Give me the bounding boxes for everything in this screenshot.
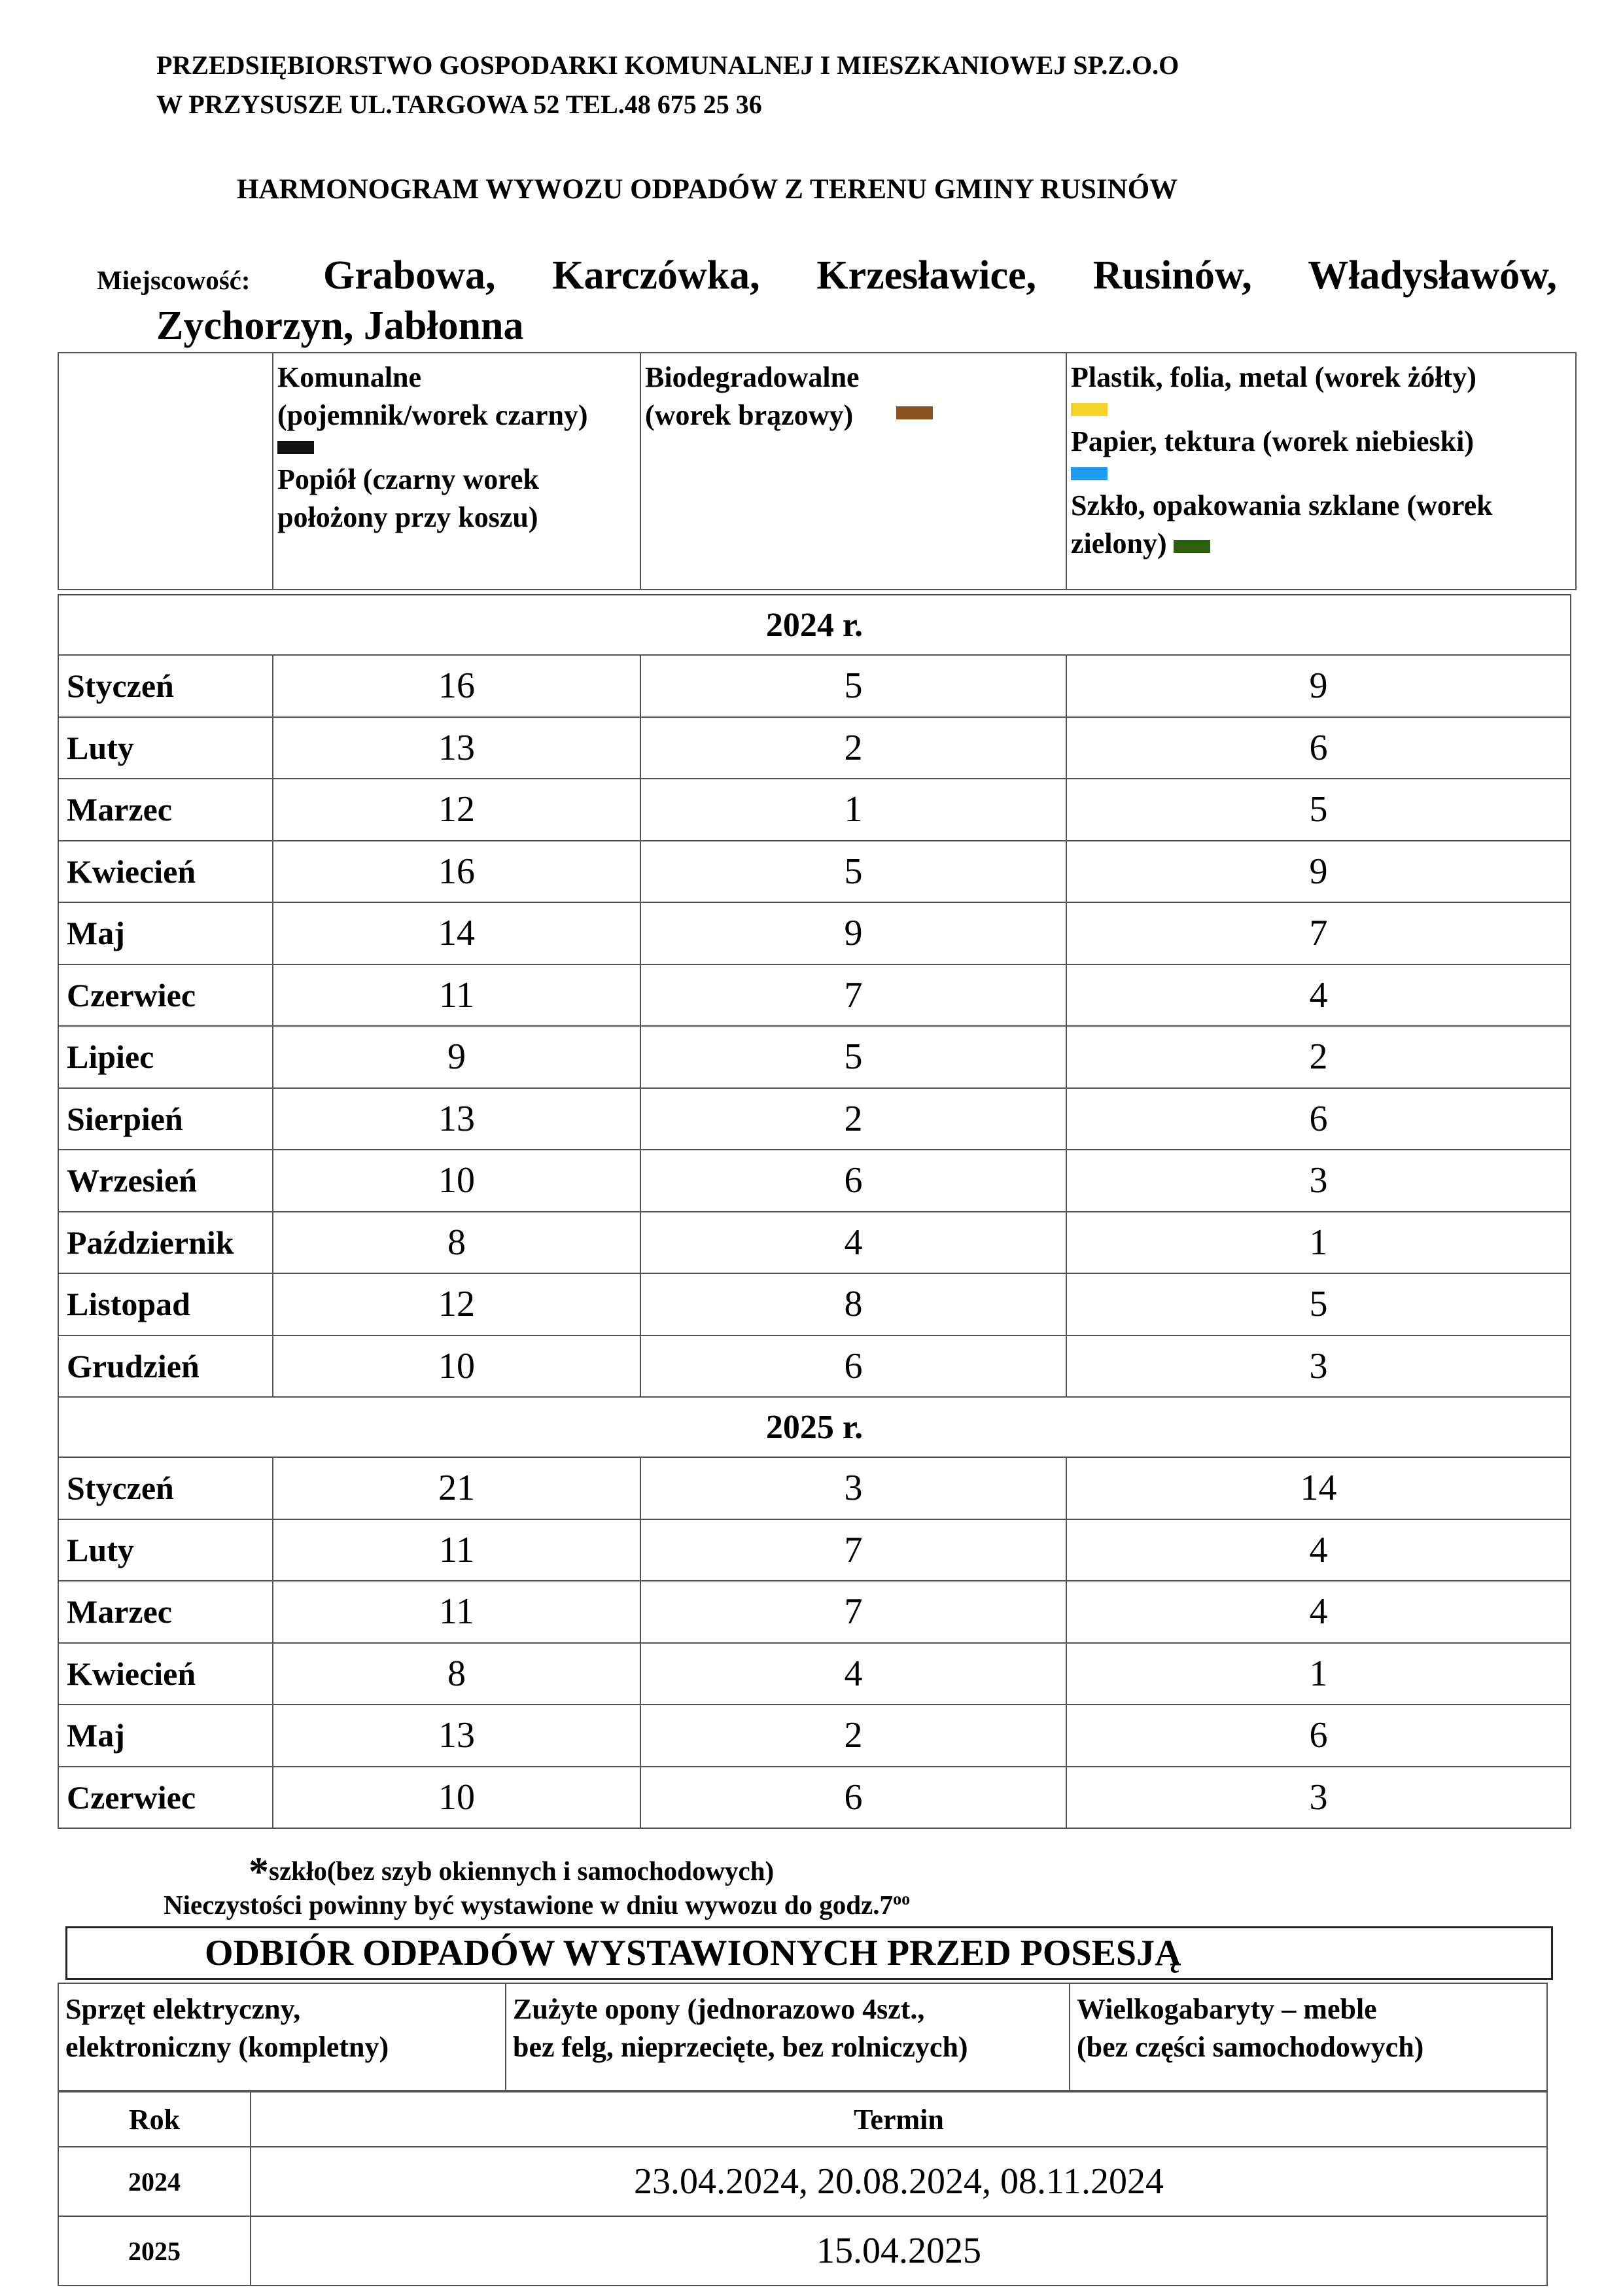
term-year: 2024 xyxy=(58,2147,251,2216)
papier-label: Papier, tektura (worek niebieski) xyxy=(1071,425,1474,457)
bio-day: 4 xyxy=(640,1212,1066,1274)
col-term-header: Termin xyxy=(251,2092,1547,2147)
col-year-header: Rok xyxy=(58,2092,251,2147)
month-cell: Marzec xyxy=(58,779,273,841)
black-bag-swatch xyxy=(277,441,314,454)
glass-note-text: szkło(bez szyb okiennych i samochodowych) xyxy=(269,1856,775,1886)
term-year: 2025 xyxy=(58,2216,251,2286)
month-cell: Lipiec xyxy=(58,1026,273,1088)
komunalne-day: 21 xyxy=(273,1457,640,1519)
popiol-label-2: położony przy koszu) xyxy=(277,501,538,533)
bio-day: 5 xyxy=(640,1026,1066,1088)
segregowane-day: 9 xyxy=(1066,655,1571,717)
company-name: PRZEDSIĘBIORSTWO GOSPODARKI KOMUNALNEJ I MIESZKANIOWEJ SP.Z.O.O xyxy=(156,50,1179,80)
category-tires-line1: Zużyte opony (jednorazowo 4szt., xyxy=(513,1993,925,2025)
legend-bio xyxy=(640,353,1066,590)
komunalne-day: 11 xyxy=(273,1581,640,1643)
table-row xyxy=(58,2147,1547,2216)
komunalne-day: 14 xyxy=(273,902,640,964)
month-cell: Wrzesień xyxy=(58,1150,273,1212)
table-row xyxy=(58,1643,1571,1705)
document-title: HARMONOGRAM WYWOZU ODPADÓW Z TERENU GMINY RUSINÓW xyxy=(237,174,1178,205)
bio-day: 6 xyxy=(640,1335,1066,1398)
table-row xyxy=(58,1581,1571,1643)
bio-day: 2 xyxy=(640,1088,1066,1150)
table-row xyxy=(58,964,1571,1027)
category-bulky-line2: (bez części samochodowych) xyxy=(1077,2031,1424,2063)
segregowane-day: 3 xyxy=(1066,1150,1571,1212)
month-cell: Listopad xyxy=(58,1273,273,1335)
table-row xyxy=(58,655,1571,717)
komunalne-label: Komunalne xyxy=(277,361,422,393)
pickup-dates-table xyxy=(58,2091,1548,2286)
brown-bag-swatch xyxy=(896,406,933,419)
bio-day: 6 xyxy=(640,1767,1066,1829)
segregowane-day: 6 xyxy=(1066,717,1571,779)
table-row xyxy=(58,902,1571,964)
bio-day: 2 xyxy=(640,1704,1066,1767)
bio-day: 7 xyxy=(640,964,1066,1027)
term-dates: 15.04.2025 xyxy=(251,2216,1547,2286)
category-electronics-line2: elektroniczny (kompletny) xyxy=(65,2031,389,2063)
month-cell: Maj xyxy=(58,902,273,964)
yellow-bag-swatch xyxy=(1071,403,1108,416)
bio-day: 7 xyxy=(640,1519,1066,1581)
waste-type-legend xyxy=(58,352,1577,590)
month-cell: Kwiecień xyxy=(58,1643,273,1705)
komunalne-day: 8 xyxy=(273,1643,640,1705)
month-cell: Styczeń xyxy=(58,655,273,717)
bio-day: 7 xyxy=(640,1581,1066,1643)
komunalne-container: (pojemnik/worek czarny) xyxy=(277,399,588,431)
komunalne-day: 9 xyxy=(273,1026,640,1088)
komunalne-day: 13 xyxy=(273,1704,640,1767)
legend-komunalne xyxy=(273,353,640,590)
bio-day: 5 xyxy=(640,841,1066,903)
segregowane-day: 5 xyxy=(1066,1273,1571,1335)
table-row xyxy=(58,1767,1571,1829)
location-list-line1: Grabowa, Karczówka, Krzesławice, Rusinów, Władysławów, xyxy=(323,253,1557,298)
month-cell: Marzec xyxy=(58,1581,273,1643)
bio-day: 8 xyxy=(640,1273,1066,1335)
month-cell: Kwiecień xyxy=(58,841,273,903)
pickup-banner: ODBIÓR ODPADÓW WYSTAWIONYCH PRZED POSESJĄ xyxy=(65,1926,1553,1980)
category-bulky xyxy=(1070,1983,1547,2091)
term-dates: 23.04.2024, 20.08.2024, 08.11.2024 xyxy=(251,2147,1547,2216)
table-row xyxy=(58,1704,1571,1767)
komunalne-day: 11 xyxy=(273,964,640,1027)
komunalne-day: 12 xyxy=(273,779,640,841)
schedule-table xyxy=(58,594,1571,1829)
legend-empty-cell xyxy=(58,353,273,590)
location-list-line2: Zychorzyn, Jabłonna xyxy=(156,304,524,348)
table-row xyxy=(58,1212,1571,1274)
segregowane-day: 4 xyxy=(1066,1519,1571,1581)
table-row xyxy=(58,1273,1571,1335)
bio-day: 3 xyxy=(640,1457,1066,1519)
month-cell: Luty xyxy=(58,1519,273,1581)
table-row xyxy=(58,1335,1571,1398)
komunalne-day: 16 xyxy=(273,655,640,717)
month-cell: Grudzień xyxy=(58,1335,273,1398)
time-note-sup: oo xyxy=(893,1889,911,1909)
bio-day: 2 xyxy=(640,717,1066,779)
bio-label: Biodegradowalne xyxy=(645,361,860,393)
table-row xyxy=(58,841,1571,903)
table-row xyxy=(58,1026,1571,1088)
year-header-2024: 2024 r. xyxy=(58,595,1571,655)
table-row xyxy=(58,1088,1571,1150)
asterisk: * xyxy=(249,1850,269,1894)
komunalne-day: 8 xyxy=(273,1212,640,1274)
time-note-text: Nieczystości powinny być wystawione w dniu wywozu do godz.7 xyxy=(164,1890,894,1920)
category-bulky-line1: Wielkogabaryty – meble xyxy=(1077,1993,1377,2025)
popiol-label-1: Popiół (czarny worek xyxy=(277,463,540,495)
time-note xyxy=(164,1889,910,1920)
szklo-label-1: Szkło, opakowania szklane (worek xyxy=(1071,489,1493,521)
plastik-label: Plastik, folia, metal (worek żółty) xyxy=(1071,361,1476,393)
location-label: Miejscowość: xyxy=(97,265,251,295)
komunalne-day: 12 xyxy=(273,1273,640,1335)
bio-day: 5 xyxy=(640,655,1066,717)
komunalne-day: 11 xyxy=(273,1519,640,1581)
segregowane-day: 7 xyxy=(1066,902,1571,964)
bio-bag-row xyxy=(645,397,1062,434)
segregowane-day: 5 xyxy=(1066,779,1571,841)
segregowane-day: 1 xyxy=(1066,1643,1571,1705)
month-cell: Czerwiec xyxy=(58,1767,273,1829)
bio-day: 9 xyxy=(640,902,1066,964)
komunalne-day: 16 xyxy=(273,841,640,903)
table-row xyxy=(58,779,1571,841)
segregowane-day: 1 xyxy=(1066,1212,1571,1274)
table-row xyxy=(58,1457,1571,1519)
bio-bag: (worek brązowy) xyxy=(645,399,854,431)
segregowane-day: 9 xyxy=(1066,841,1571,903)
segregowane-day: 2 xyxy=(1066,1026,1571,1088)
komunalne-day: 13 xyxy=(273,1088,640,1150)
segregowane-day: 6 xyxy=(1066,1088,1571,1150)
category-tires xyxy=(506,1983,1070,2091)
month-cell: Luty xyxy=(58,717,273,779)
month-cell: Sierpień xyxy=(58,1088,273,1150)
table-row xyxy=(58,717,1571,779)
segregowane-day: 4 xyxy=(1066,1581,1571,1643)
bio-day: 4 xyxy=(640,1643,1066,1705)
category-electronics xyxy=(58,1983,506,2091)
company-address: W PRZYSUSZE UL.TARGOWA 52 TEL.48 675 25 36 xyxy=(156,90,762,119)
legend-segregowane xyxy=(1066,353,1576,590)
bulk-categories-table xyxy=(58,1983,1548,2091)
szklo-label-2-text: zielony) xyxy=(1071,527,1167,559)
green-bag-swatch xyxy=(1174,540,1210,553)
month-cell: Styczeń xyxy=(58,1457,273,1519)
table-row xyxy=(58,2216,1547,2286)
bio-day: 6 xyxy=(640,1150,1066,1212)
segregowane-day: 3 xyxy=(1066,1335,1571,1398)
month-cell: Październik xyxy=(58,1212,273,1274)
table-row xyxy=(58,1519,1571,1581)
segregowane-day: 14 xyxy=(1066,1457,1571,1519)
komunalne-day: 10 xyxy=(273,1150,640,1212)
table-row xyxy=(58,1150,1571,1212)
segregowane-day: 6 xyxy=(1066,1704,1571,1767)
komunalne-day: 13 xyxy=(273,717,640,779)
bio-day: 1 xyxy=(640,779,1066,841)
segregowane-day: 4 xyxy=(1066,964,1571,1027)
komunalne-day: 10 xyxy=(273,1767,640,1829)
month-cell: Czerwiec xyxy=(58,964,273,1027)
segregowane-day: 3 xyxy=(1066,1767,1571,1829)
year-header-2025: 2025 r. xyxy=(58,1397,1571,1457)
month-cell: Maj xyxy=(58,1704,273,1767)
szklo-label-2 xyxy=(1071,525,1571,563)
blue-bag-swatch xyxy=(1071,467,1108,480)
category-electronics-line1: Sprzęt elektryczny, xyxy=(65,1993,301,2025)
komunalne-day: 10 xyxy=(273,1335,640,1398)
category-tires-line2: bez felg, nieprzecięte, bez rolniczych) xyxy=(513,2031,968,2063)
